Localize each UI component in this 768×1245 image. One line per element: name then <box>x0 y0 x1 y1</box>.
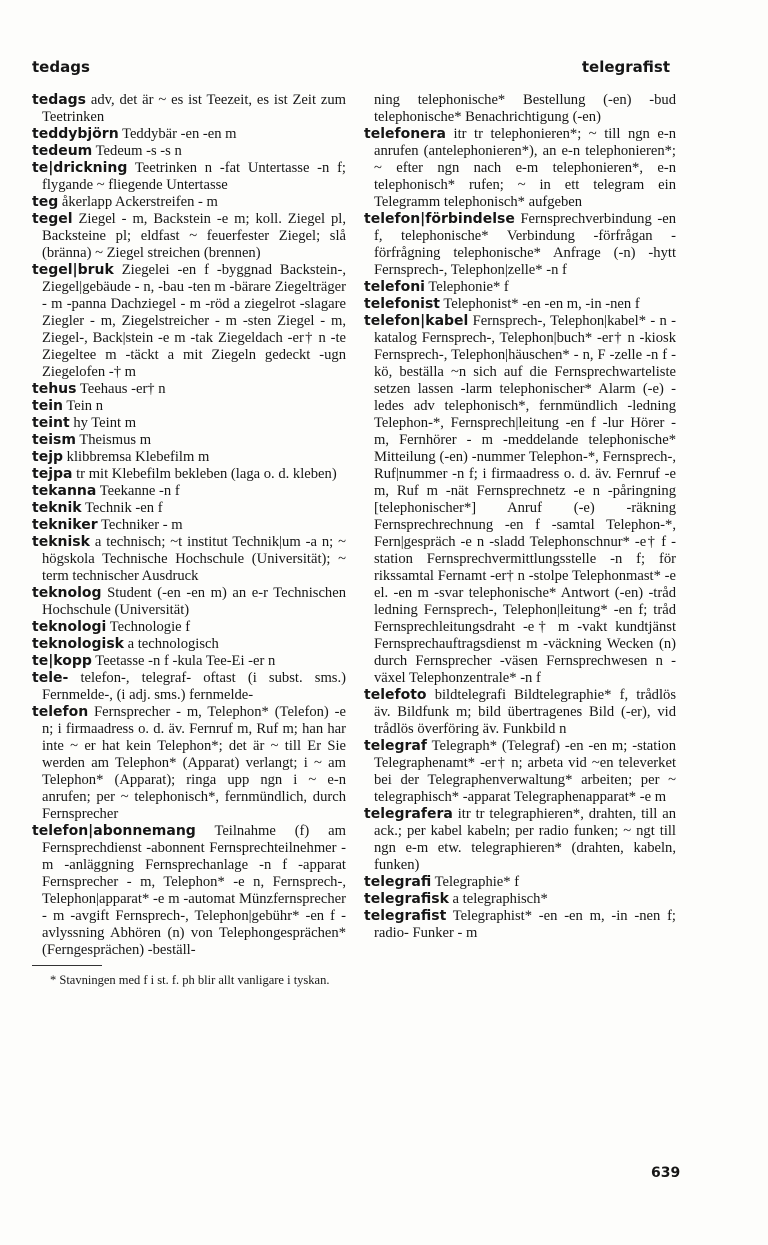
definition: Teetrinken n -fat Untertasse -n f; flygande ~ fliegende Untertasse <box>42 160 350 193</box>
dictionary-entry <box>364 211 680 279</box>
dictionary-entry <box>364 296 676 313</box>
definition: Teetasse -n f -kula Tee-Ei -er n <box>95 653 276 669</box>
dictionary-entry <box>32 126 346 143</box>
definition: itr tr telegraphieren*, drahten, till an ack.; per kabel kabeln; per radio funken; ~ ngt till ngn e-m etw. telegraphieren* (drahten, kabeln, funken) <box>374 806 680 873</box>
dictionary-entry <box>32 432 346 449</box>
definition: a technisch; ~t institut Technik|um -a n; ~ högskola Technische Hochschule (Universität); ~ term technischer Ausdruck <box>42 534 350 584</box>
definition: Technik -en f <box>84 500 163 516</box>
definition: Tein n <box>66 398 104 414</box>
headword: teint <box>32 415 70 431</box>
dictionary-entry <box>32 160 350 194</box>
dictionary-entry <box>32 636 346 653</box>
definition: Telegraphist* -en -en m, -in -nen f; radio- Funker - m <box>374 908 680 941</box>
definition: tr mit Klebefilm bekleben (laga o. d. kleben) <box>76 466 337 482</box>
headword: tejp <box>32 449 64 465</box>
dictionary-entry <box>364 687 680 738</box>
dictionary-entry <box>364 279 676 296</box>
definition: Theismus m <box>79 432 152 448</box>
definition: Telegraph* (Telegraf) -en -en m; -station Telegraphenamt* -er† n; arbeta vid ~en televerket bei der Telegraphenverwaltung* arbeiten; per ~ telegraphisch* -apparat Telegraphenapparat* -e m <box>374 738 680 805</box>
dictionary-entry <box>32 194 346 211</box>
definition: Telephonie* f <box>428 279 509 295</box>
dictionary-entry <box>32 415 346 432</box>
definition: Telephonist* -en -en m, -in -nen f <box>443 296 640 312</box>
dictionary-entry <box>32 823 350 959</box>
dictionary-entry <box>32 483 346 500</box>
dictionary-entry <box>32 262 350 381</box>
headword: telefon|förbindelse <box>364 211 515 227</box>
definition: Teekanne -n f <box>99 483 180 499</box>
definition: Ziegelei -en f -byggnad Backstein-, Ziegel|gebäude - n, -bau -ten m -bärare Ziegelträger - m -panna Dachziegel - m -röd a ziegelrot -slagare Ziegler - m, Ziegelstreicher - m -sten Ziegel - m, Ziegel-, Back|stein -e m -tak Ziegeldach -er† n -te Ziegeltee m -täckt a mit Ziegeln gedeckt -ugn Ziegelofen -† m <box>42 262 350 380</box>
dictionary-entry <box>32 211 350 262</box>
headword: telegrafisk <box>364 891 449 907</box>
headword: tegel <box>32 211 73 227</box>
headword: tekanna <box>32 483 97 499</box>
dictionary-entry <box>32 653 346 670</box>
right-column <box>364 92 680 942</box>
headword: te|kopp <box>32 653 92 669</box>
headword: telefoni <box>364 279 425 295</box>
dictionary-entry <box>32 704 350 823</box>
definition: telefon-, telegraf- oftast (i subst. sms.) Fernmelde-, (i adj. sms.) fernmelde- <box>42 670 350 703</box>
running-head-left: tedags <box>32 58 90 76</box>
dictionary-entry <box>32 500 346 517</box>
headword: telegrafera <box>364 806 453 822</box>
dictionary-entry <box>364 806 680 874</box>
definition: Tedeum -s -s n <box>95 143 182 159</box>
page-number: 639 <box>651 1165 681 1181</box>
definition: a technologisch <box>127 636 219 652</box>
headword: telegrafist <box>364 908 447 924</box>
dictionary-entry <box>32 534 350 585</box>
headword: tehus <box>32 381 77 397</box>
dictionary-entry <box>32 517 346 534</box>
definition: Teilnahme (f) am Fernsprechdienst -abonnent Fernsprechteilnehmer - m -anläggning Fernsprechanlage -n f -apparat Fernsprecher - m, Telephon* -e n, Fernsprech-, Telephon|apparat* -e m -automat Münzfernsprecher - m -avgift Fernsprech-, Telephon|gebühr* -en f -avlyssning Abhören (n) von Telephongesprächen* (Ferngesprächen) -beställ- <box>42 823 350 958</box>
headword: tekniker <box>32 517 98 533</box>
definition: a telegraphisch* <box>452 891 548 907</box>
headword: tein <box>32 398 63 414</box>
definition: åkerlapp Ackerstreifen - m <box>61 194 218 210</box>
definition: Ziegel - m, Backstein -e m; koll. Ziegel pl, Backsteine pl; eldfast ~ feuerfester Ziegel; slå (bränna) ~ Ziegel streichen (brennen) <box>42 211 350 261</box>
dictionary-entry <box>32 619 346 636</box>
definition: Fernsprecher - m, Telephon* (Telefon) -e n; i firmaadress o. d. äv. Fernruf m, Ruf m; han har inte ~ er hat kein Telephon*; det är ~ till Er Sie werden am Telephon* (Apparat) verlangt; i ~ am Telephon* (Apparat); ringa upp ngn i ~ e-n anrufen; per ~ telephonisch*, fernmündlich, durch Fernsprecher <box>42 704 350 822</box>
dictionary-entry <box>364 891 676 908</box>
dictionary-entry <box>32 398 346 415</box>
headword: tejpa <box>32 466 73 482</box>
headword: teg <box>32 194 59 210</box>
headword: teknik <box>32 500 82 516</box>
dictionary-entry <box>32 381 346 398</box>
definition: Telegraphie* f <box>434 874 520 890</box>
headword: teism <box>32 432 76 448</box>
definition: Fernsprech-, Telephon|kabel* - n -katalog Fernsprech-, Telephon|buch* -er† n -kiosk Fernsprech-, Telephon|häuschen* - n, F -zelle -n f -kö, beställa ~n sich auf die Fernsprechwarteliste setzen lassen -larm telephonischer* Alarm (-e) -ledes adv telephonisch*, fernmündlich -ledning Telephon-*, Fernsprech|leitung -en f -lur Hörer - m, Fernhörer - m -meddelande telephonische* Mitteilung (-en) -nummer Telephon-*, Fernsprech-, Ruf|nummer -n f; i firmaadress o. d. äv. Fernruf -e m, Ruf m -nät Fernsprechnetz -e n -påringning [telephonischer*] Anruf (-e) -räkning Fernsprechrechnung -en f -samtal Telephon-*, Fern|gespräch -e n -sladd Telephonschnur* -e† f -station Fernsprechvermittlungsstelle -n f; för rikssamtal Fernamt -er† n -stolpe Telephonmast* -e el. -en m -svar telephonische* Antwort (-en) -tråd ledning Fernsprech-, Telephon|leitung* -en f; tråd Fernsprechleitungsdraht -e† m -vakt kundtjänst Fernsprechauftragsdienst m -väckning Wecken (n) durch Fernsprecher -väsen Fernsprechwesen n -växel Telephonzentrale* -n f <box>374 313 680 686</box>
definition: Technologie f <box>109 619 191 635</box>
definition: adv, det är ~ es ist Teezeit, es ist Zeit zum Teetrinken <box>42 92 350 125</box>
dictionary-entry <box>32 670 350 704</box>
dictionary-entry <box>364 313 680 687</box>
footnote: * Stavningen med f i st. f. ph blir allt vanligare i tyskan. <box>50 973 330 987</box>
headword: tele- <box>32 670 69 686</box>
dictionary-entry <box>364 126 680 211</box>
definition: ning telephonische* Bestellung (-en) -bud telephonische* Benachrichtigung (-en) <box>374 92 680 125</box>
dictionary-entry <box>32 449 346 466</box>
headword: te|drickning <box>32 160 128 176</box>
dictionary-entry <box>364 908 680 942</box>
left-column <box>32 92 350 988</box>
headword: teknolog <box>32 585 102 601</box>
definition: Teddybär -en -en m <box>122 126 237 142</box>
dictionary-entry <box>364 92 680 126</box>
headword: tegel|bruk <box>32 262 114 278</box>
dictionary-entry <box>32 466 346 483</box>
headword: telefonera <box>364 126 447 142</box>
definition: klibbremsa Klebefilm m <box>66 449 210 465</box>
headword: telefon|kabel <box>364 313 469 329</box>
definition: itr tr telephonieren*; ~ till ngn e-n anrufen (antelephonieren*), an e-n telephonieren*; ~ efter ngn nach e-m telephonieren*, e-n telephonisch* rufen; ~ in ett telegram ein Telegramm telephonisch* aufgeben <box>374 126 680 210</box>
definition: Techniker - m <box>101 517 183 533</box>
headword: telefonist <box>364 296 440 312</box>
dictionary-entry <box>32 585 350 619</box>
dictionary-entry <box>32 143 346 160</box>
definition: bildtelegrafi Bildtelegraphie* f, trådlös äv. Bildfunk m; bild übertragenes Bild (-er), vid trådlös överföring äv. Funkbild n <box>374 687 680 737</box>
definition: Teehaus -er† n <box>79 381 166 397</box>
headword: telegraf <box>364 738 427 754</box>
headword: teknisk <box>32 534 90 550</box>
headword: tedags <box>32 92 87 108</box>
headword: teknologi <box>32 619 107 635</box>
headword: teknologisk <box>32 636 124 652</box>
dictionary-entry <box>364 874 676 891</box>
running-head-right: telegrafist <box>581 58 670 76</box>
headword: telegrafi <box>364 874 432 890</box>
definition: hy Teint m <box>73 415 137 431</box>
headword: telefoto <box>364 687 427 703</box>
headword: teddybjörn <box>32 126 119 142</box>
footnote-rule <box>32 965 102 966</box>
dictionary-entry <box>32 92 350 126</box>
headword: telefon <box>32 704 89 720</box>
headword: tedeum <box>32 143 93 159</box>
dictionary-entry <box>364 738 680 806</box>
definition: Student (-en -en m) an e-r Technischen Hochschule (Universität) <box>42 585 350 618</box>
headword: telefon|abonnemang <box>32 823 196 839</box>
definition: Fernsprechverbindung -en f, telephonische* Verbindung -förfrågan -förfrågning telephonische* Anfrage (-n) -hytt Fernsprech-, Telephon|zelle* -n f <box>374 211 680 278</box>
